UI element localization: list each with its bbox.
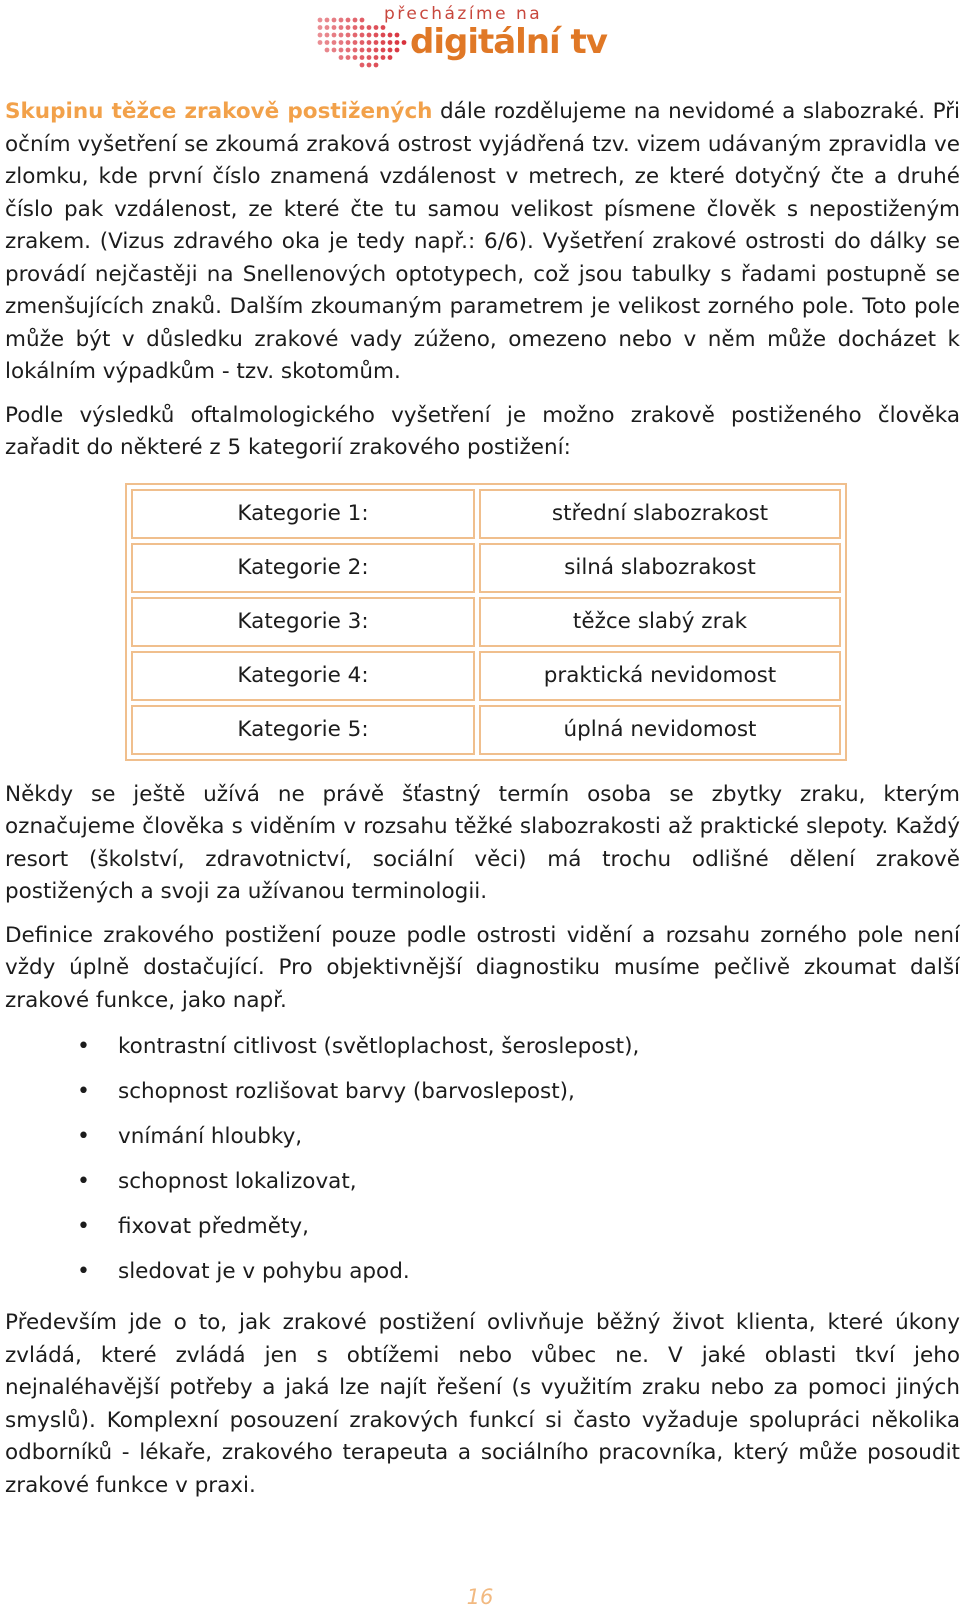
category-value: střední slabozrakost: [479, 489, 841, 539]
category-label: Kategorie 4:: [131, 651, 475, 701]
category-value: silná slabozrakost: [479, 543, 841, 593]
bullet-icon: •: [77, 1259, 90, 1284]
list-item-text: schopnost rozlišovat barvy (barvoslepost),: [118, 1079, 575, 1104]
list-item: [5, 1117, 960, 1162]
page-number: 16: [466, 1585, 494, 1609]
list-item-text: vnímání hloubky,: [118, 1124, 303, 1149]
category-label: Kategorie 2:: [131, 543, 475, 593]
paragraph-definition: Definice zrakového postižení pouze podle ostrosti vidění a rozsahu zorného pole není vždy úplně dostačující. Pro objektivnější diagnostiku musíme pečlivě zkoumat další zrakové funkce, jako např.: [5, 922, 960, 1013]
paragraph-terminology: Někdy se ještě užívá ne právě šťastný termín osoba se zbytky zraku, kterým označujeme člověka s viděním v rozsahu těžké slabozrakosti až praktické slepoty. Každý resort (školství, zdravotnictví, sociální věci) má trochu odlišné dělení zrakově postižených a svoji za užívanou terminologii.: [5, 781, 960, 904]
visual-functions-list: [5, 1027, 960, 1297]
category-label: Kategorie 3:: [131, 597, 475, 647]
category-label: Kategorie 5:: [131, 705, 475, 755]
category-row: [131, 543, 841, 593]
highlighted-term: Skupinu těžce zrakově postižených: [5, 99, 433, 124]
list-item: [5, 1027, 960, 1072]
category-value: těžce slabý zrak: [479, 597, 841, 647]
bullet-icon: •: [77, 1169, 90, 1194]
category-table: [125, 483, 847, 761]
paragraph-categories-intro: Podle výsledků oftalmologického vyšetření je možno zrakově postiženého člověka zařadit do některé z 5 kategorií zrakového postižení:: [5, 402, 960, 460]
list-item: [5, 1072, 960, 1117]
list-item: [5, 1252, 960, 1297]
category-row: [131, 651, 841, 701]
category-value: úplná nevidomost: [479, 705, 841, 755]
paragraph-intro: [5, 96, 960, 389]
bullet-icon: •: [77, 1079, 90, 1104]
paragraph-conclusion: Především jde o to, jak zrakové postižení ovlivňuje běžný život klienta, které úkony zvládá, které zvládá jen s obtížemi nebo vůbec ne. V jaké oblasti tkví jeho nejnaléhavější potřeby a jaká lze najít řešení (s využitím zraku nebo za pomoci jiných smyslů). Komplexní posouzení zrakových funkcí si často vyžaduje spolupráci několika odborníků - lékaře, zrakového terapeuta a sociálního pracovníka, který může posoudit zrakové funkce v praxi.: [5, 1310, 960, 1498]
logo-tagline: přecházíme na: [384, 4, 543, 24]
paragraph-intro-text: dále rozdělujeme na nevidomé a slabozraké. Při očním vyšetření se zkoumá zraková ostrost vyjádřená tzv. vizem udávaným zpravidla ve zlomku, kde první číslo znamená vzdálenost v metrech, ze které dotyčný čte a druhé číslo pak vzdálenost, ze které čte tu samou velikost písmene člověk s nepostiženým zrakem. (Vizus zdravého oka je tedy např.: 6/6). Vyšetření zrakové ostrosti do dálky se provádí nejčastěji na Snellenových optotypech, což jsou tabulky s řadami postupně se zmenšujících znaků. Dalším zkoumaným parametrem je velikost zorného pole. Toto pole může být v důsledku zrakové vady zúženo, omezeno nebo v něm může docházet k lokálním výpadkům - tzv. skotomům.: [5, 99, 960, 384]
category-row: [131, 489, 841, 539]
bullet-icon: •: [77, 1034, 90, 1059]
category-value: praktická nevidomost: [479, 651, 841, 701]
category-label: Kategorie 1:: [131, 489, 475, 539]
list-item-text: fixovat předměty,: [118, 1214, 309, 1239]
category-row: [131, 705, 841, 755]
list-item: [5, 1207, 960, 1252]
list-item-text: schopnost lokalizovat,: [118, 1169, 357, 1194]
list-item-text: kontrastní citlivost (světloplachost, šeroslepost),: [118, 1034, 640, 1059]
logo: [316, 4, 616, 76]
category-row: [131, 597, 841, 647]
document-body: [5, 96, 960, 1502]
list-item: [5, 1162, 960, 1207]
dot-matrix-icon: [316, 16, 408, 74]
bullet-icon: •: [77, 1124, 90, 1149]
list-item-text: sledovat je v pohybu apod.: [118, 1259, 410, 1284]
bullet-icon: •: [77, 1214, 90, 1239]
logo-wordmark: digitální tv: [410, 22, 607, 62]
